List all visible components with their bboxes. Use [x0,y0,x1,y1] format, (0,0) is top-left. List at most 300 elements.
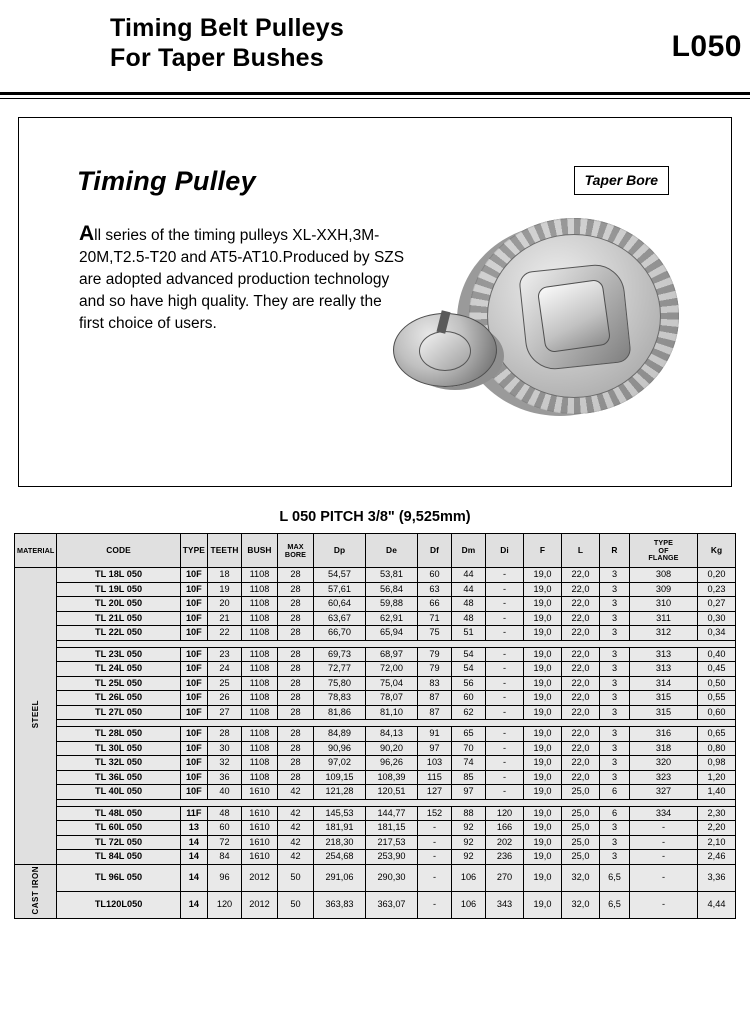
cell-dm: 97 [452,785,486,800]
cell-code: TL 21L 050 [57,611,180,626]
cell-kg: 1,40 [698,785,736,800]
cell-di: - [486,741,524,756]
cell-df: 127 [418,785,452,800]
cell-code: TL 25L 050 [57,676,180,691]
cell-r: 3 [600,597,630,612]
cell-df: - [418,891,452,918]
cell-dm: 54 [452,647,486,662]
cell-r: 3 [600,647,630,662]
cell-maxbore: 50 [278,864,314,891]
cell-f: 19,0 [524,770,562,785]
cell-code: TL 26L 050 [57,691,180,706]
cell-bush: 1108 [242,647,278,662]
cell-di: - [486,582,524,597]
hero-panel [18,117,732,487]
cell-f: 19,0 [524,597,562,612]
cell-r: 3 [600,626,630,641]
cell-r: 3 [600,691,630,706]
cell-code: TL 48L 050 [57,806,180,821]
cell-type: 10F [180,597,207,612]
cell-type: 10F [180,691,207,706]
cell-df: 87 [418,705,452,720]
cell-teeth: 48 [208,806,242,821]
cell-kg: 0,80 [698,741,736,756]
cell-flange: 312 [630,626,698,641]
cell-type: 14 [180,891,207,918]
table-row [15,691,736,706]
cell-l: 22,0 [562,626,600,641]
cell-kg: 3,36 [698,864,736,891]
cell-df: - [418,835,452,850]
cell-code: TL 84L 050 [57,850,180,865]
cell-l: 22,0 [562,582,600,597]
cell-f: 19,0 [524,864,562,891]
cell-kg: 2,10 [698,835,736,850]
cell-de: 217,53 [366,835,418,850]
cell-l: 22,0 [562,662,600,677]
timing-pulley-illustration [391,193,721,458]
cell-r: 3 [600,756,630,771]
cell-dm: 92 [452,850,486,865]
cell-code: TL 23L 050 [57,647,180,662]
cell-dp: 75,80 [314,676,366,691]
cell-dp: 81,86 [314,705,366,720]
cell-f: 19,0 [524,705,562,720]
cell-teeth: 60 [208,821,242,836]
cell-teeth: 23 [208,647,242,662]
cell-l: 22,0 [562,611,600,626]
table-spacer-cell [57,720,736,727]
table-row [15,676,736,691]
cell-dm: 54 [452,662,486,677]
cell-f: 19,0 [524,582,562,597]
cell-dp: 78,83 [314,691,366,706]
cell-teeth: 36 [208,770,242,785]
cell-de: 62,91 [366,611,418,626]
cell-dm: 88 [452,806,486,821]
cell-de: 75,04 [366,676,418,691]
cell-kg: 0,55 [698,691,736,706]
pitch-caption: L 050 PITCH 3/8" (9,525mm) [279,509,471,525]
cell-code: TL 22L 050 [57,626,180,641]
cell-de: 120,51 [366,785,418,800]
cell-df: - [418,821,452,836]
cell-de: 253,90 [366,850,418,865]
cell-kg: 2,30 [698,806,736,821]
cell-maxbore: 28 [278,741,314,756]
cell-bush: 1108 [242,705,278,720]
bush-inner-shape [419,331,471,371]
cell-l: 22,0 [562,770,600,785]
cell-maxbore: 28 [278,676,314,691]
th-df: Df [418,534,452,568]
cell-kg: 4,44 [698,891,736,918]
cell-code: TL120L050 [57,891,180,918]
cell-l: 25,0 [562,785,600,800]
cell-bush: 1610 [242,785,278,800]
cell-r: 6 [600,785,630,800]
cell-l: 25,0 [562,806,600,821]
cell-di: 343 [486,891,524,918]
cell-l: 22,0 [562,676,600,691]
cell-di: - [486,727,524,742]
cell-teeth: 22 [208,626,242,641]
cell-flange: 323 [630,770,698,785]
cell-teeth: 21 [208,611,242,626]
cell-di: 166 [486,821,524,836]
table-row [15,891,736,918]
cell-kg: 0,30 [698,611,736,626]
cell-type: 10F [180,770,207,785]
cell-teeth: 26 [208,691,242,706]
hero-description [79,223,409,335]
cell-r: 3 [600,821,630,836]
material-label: CAST IRON [30,865,40,914]
cell-dm: 85 [452,770,486,785]
cell-dp: 363,83 [314,891,366,918]
cell-bush: 1108 [242,611,278,626]
cell-maxbore: 28 [278,705,314,720]
cell-code: TL 18L 050 [57,568,180,583]
cell-de: 108,39 [366,770,418,785]
header-divider [0,92,750,95]
cell-flange: 320 [630,756,698,771]
cell-dp: 72,77 [314,662,366,677]
cell-bush: 2012 [242,864,278,891]
th-de: De [366,534,418,568]
cell-dm: 44 [452,582,486,597]
th-di: Di [486,534,524,568]
cell-df: 103 [418,756,452,771]
cell-type: 14 [180,835,207,850]
cell-flange: 314 [630,676,698,691]
material-label: STEEL [30,700,40,729]
cell-bush: 1610 [242,850,278,865]
cell-bush: 1108 [242,626,278,641]
cell-flange: - [630,850,698,865]
cell-teeth: 72 [208,835,242,850]
cell-df: 79 [418,662,452,677]
cell-dm: 92 [452,835,486,850]
cell-di: 120 [486,806,524,821]
cell-teeth: 32 [208,756,242,771]
cell-maxbore: 28 [278,770,314,785]
cell-bush: 1108 [242,662,278,677]
cell-teeth: 84 [208,850,242,865]
product-code: L050 [671,30,742,63]
cell-dm: 92 [452,821,486,836]
cell-flange: 315 [630,705,698,720]
cell-f: 19,0 [524,662,562,677]
cell-f: 19,0 [524,756,562,771]
table-spacer-row [15,720,736,727]
cell-bush: 1108 [242,756,278,771]
cell-kg: 2,20 [698,821,736,836]
th-teeth: TEETH [208,534,242,568]
cell-code: TL 28L 050 [57,727,180,742]
cell-type: 10F [180,582,207,597]
cell-kg: 0,27 [698,597,736,612]
cell-df: - [418,850,452,865]
table-row [15,582,736,597]
cell-df: 152 [418,806,452,821]
cell-bush: 1108 [242,597,278,612]
cell-f: 19,0 [524,785,562,800]
th-l: L [562,534,600,568]
cell-l: 22,0 [562,756,600,771]
cell-teeth: 20 [208,597,242,612]
material-cell [15,864,57,919]
table-row [15,626,736,641]
cell-de: 181,15 [366,821,418,836]
cell-teeth: 28 [208,727,242,742]
cell-df: 66 [418,597,452,612]
cell-type: 10F [180,705,207,720]
spec-table-wrapper [0,533,750,919]
cell-f: 19,0 [524,821,562,836]
cell-dp: 109,15 [314,770,366,785]
cell-di: - [486,676,524,691]
table-row [15,741,736,756]
cell-teeth: 40 [208,785,242,800]
cell-type: 10F [180,727,207,742]
cell-f: 19,0 [524,806,562,821]
cell-l: 22,0 [562,568,600,583]
table-row [15,785,736,800]
cell-df: 63 [418,582,452,597]
cell-de: 144,77 [366,806,418,821]
cell-code: TL 20L 050 [57,597,180,612]
cell-type: 10F [180,756,207,771]
cell-bush: 1610 [242,835,278,850]
cell-kg: 0,50 [698,676,736,691]
cell-maxbore: 28 [278,626,314,641]
cell-bush: 1108 [242,568,278,583]
cell-r: 3 [600,770,630,785]
material-cell [15,568,57,865]
cell-dp: 218,30 [314,835,366,850]
cell-maxbore: 28 [278,691,314,706]
cell-maxbore: 42 [278,850,314,865]
cell-type: 14 [180,864,207,891]
cell-maxbore: 42 [278,785,314,800]
table-row [15,770,736,785]
table-row [15,647,736,662]
cell-di: 202 [486,835,524,850]
cell-de: 56,84 [366,582,418,597]
cell-dm: 106 [452,864,486,891]
cell-di: - [486,785,524,800]
cell-l: 22,0 [562,647,600,662]
cell-kg: 0,20 [698,568,736,583]
cell-code: TL 40L 050 [57,785,180,800]
table-spacer-cell [57,799,736,806]
hero-body-text: ll series of the timing pulleys XL-XXH,3M-20M,T2.5-T20 and AT5-AT10.Produced by SZS are adopted advanced production technology and so have high quality. They are really the first choice of users. [79,227,405,332]
pulley-taper-bore-shape [537,279,612,354]
cell-r: 3 [600,676,630,691]
cell-dp: 291,06 [314,864,366,891]
cell-r: 6 [600,806,630,821]
cell-maxbore: 50 [278,891,314,918]
cell-code: TL 19L 050 [57,582,180,597]
cell-de: 59,88 [366,597,418,612]
cell-maxbore: 28 [278,611,314,626]
page-header [0,0,750,92]
cell-l: 32,0 [562,864,600,891]
cell-flange: 315 [630,691,698,706]
cell-teeth: 120 [208,891,242,918]
cell-di: 236 [486,850,524,865]
cell-de: 65,94 [366,626,418,641]
cell-bush: 1108 [242,727,278,742]
cell-dm: 48 [452,611,486,626]
cell-bush: 1108 [242,691,278,706]
cell-dm: 51 [452,626,486,641]
cell-l: 32,0 [562,891,600,918]
cell-maxbore: 28 [278,582,314,597]
specification-table [14,533,736,919]
cell-dm: 60 [452,691,486,706]
cell-flange: 310 [630,597,698,612]
cell-code: TL 24L 050 [57,662,180,677]
cell-maxbore: 28 [278,568,314,583]
cell-df: 75 [418,626,452,641]
th-max-bore: MAX BORE [278,534,314,568]
cell-de: 84,13 [366,727,418,742]
cell-type: 10F [180,676,207,691]
cell-f: 19,0 [524,835,562,850]
cell-di: - [486,626,524,641]
hero-dropcap: A [79,222,95,245]
cell-de: 363,07 [366,891,418,918]
cell-dm: 48 [452,597,486,612]
cell-teeth: 18 [208,568,242,583]
th-dp: Dp [314,534,366,568]
cell-type: 10F [180,626,207,641]
cell-dp: 181,91 [314,821,366,836]
th-type-of-flange: TYPE OF FLANGE [630,534,698,568]
cell-flange: 313 [630,662,698,677]
page-title [110,14,740,73]
cell-type: 14 [180,850,207,865]
cell-kg: 0,40 [698,647,736,662]
cell-f: 19,0 [524,850,562,865]
cell-bush: 1108 [242,741,278,756]
cell-teeth: 25 [208,676,242,691]
cell-dp: 84,89 [314,727,366,742]
cell-type: 10F [180,647,207,662]
cell-l: 22,0 [562,597,600,612]
cell-flange: 327 [630,785,698,800]
taper-bore-badge: Taper Bore [574,166,669,195]
cell-de: 290,30 [366,864,418,891]
cell-kg: 0,65 [698,727,736,742]
cell-df: 87 [418,691,452,706]
cell-dm: 70 [452,741,486,756]
cell-dm: 106 [452,891,486,918]
cell-l: 22,0 [562,691,600,706]
cell-teeth: 24 [208,662,242,677]
cell-teeth: 30 [208,741,242,756]
cell-maxbore: 28 [278,727,314,742]
table-row [15,821,736,836]
cell-df: 115 [418,770,452,785]
cell-di: - [486,611,524,626]
cell-type: 10F [180,662,207,677]
cell-dp: 69,73 [314,647,366,662]
cell-r: 6,5 [600,864,630,891]
table-row [15,568,736,583]
cell-type: 10F [180,785,207,800]
cell-r: 3 [600,741,630,756]
cell-code: TL 72L 050 [57,835,180,850]
cell-di: 270 [486,864,524,891]
cell-type: 10F [180,741,207,756]
table-header-row [15,534,736,568]
cell-dp: 254,68 [314,850,366,865]
cell-r: 3 [600,835,630,850]
table-row [15,705,736,720]
hero-title: Timing Pulley [77,166,256,196]
cell-dm: 74 [452,756,486,771]
cell-flange: 316 [630,727,698,742]
cell-f: 19,0 [524,727,562,742]
th-f: F [524,534,562,568]
cell-teeth: 96 [208,864,242,891]
cell-bush: 1108 [242,582,278,597]
cell-f: 19,0 [524,626,562,641]
cell-code: TL 27L 050 [57,705,180,720]
cell-type: 11F [180,806,207,821]
table-spacer-row [15,799,736,806]
cell-type: 10F [180,611,207,626]
cell-dp: 54,57 [314,568,366,583]
cell-bush: 1610 [242,806,278,821]
table-spacer-cell [57,640,736,647]
cell-di: - [486,691,524,706]
cell-bush: 1610 [242,821,278,836]
cell-de: 96,26 [366,756,418,771]
cell-r: 3 [600,705,630,720]
cell-r: 3 [600,727,630,742]
table-spacer-row [15,640,736,647]
cell-di: - [486,597,524,612]
cell-df: 79 [418,647,452,662]
cell-di: - [486,662,524,677]
cell-kg: 0,98 [698,756,736,771]
cell-dp: 97,02 [314,756,366,771]
cell-di: - [486,647,524,662]
th-r: R [600,534,630,568]
cell-dp: 60,64 [314,597,366,612]
cell-de: 81,10 [366,705,418,720]
table-row [15,597,736,612]
header-divider-thin [0,98,750,99]
cell-r: 3 [600,850,630,865]
cell-maxbore: 28 [278,597,314,612]
cell-dm: 44 [452,568,486,583]
cell-flange: 313 [630,647,698,662]
th-bush: BUSH [242,534,278,568]
cell-flange: 318 [630,741,698,756]
table-row [15,727,736,742]
cell-l: 25,0 [562,821,600,836]
cell-de: 68,97 [366,647,418,662]
table-body [15,568,736,919]
cell-code: TL 30L 050 [57,741,180,756]
cell-r: 3 [600,568,630,583]
cell-dm: 65 [452,727,486,742]
